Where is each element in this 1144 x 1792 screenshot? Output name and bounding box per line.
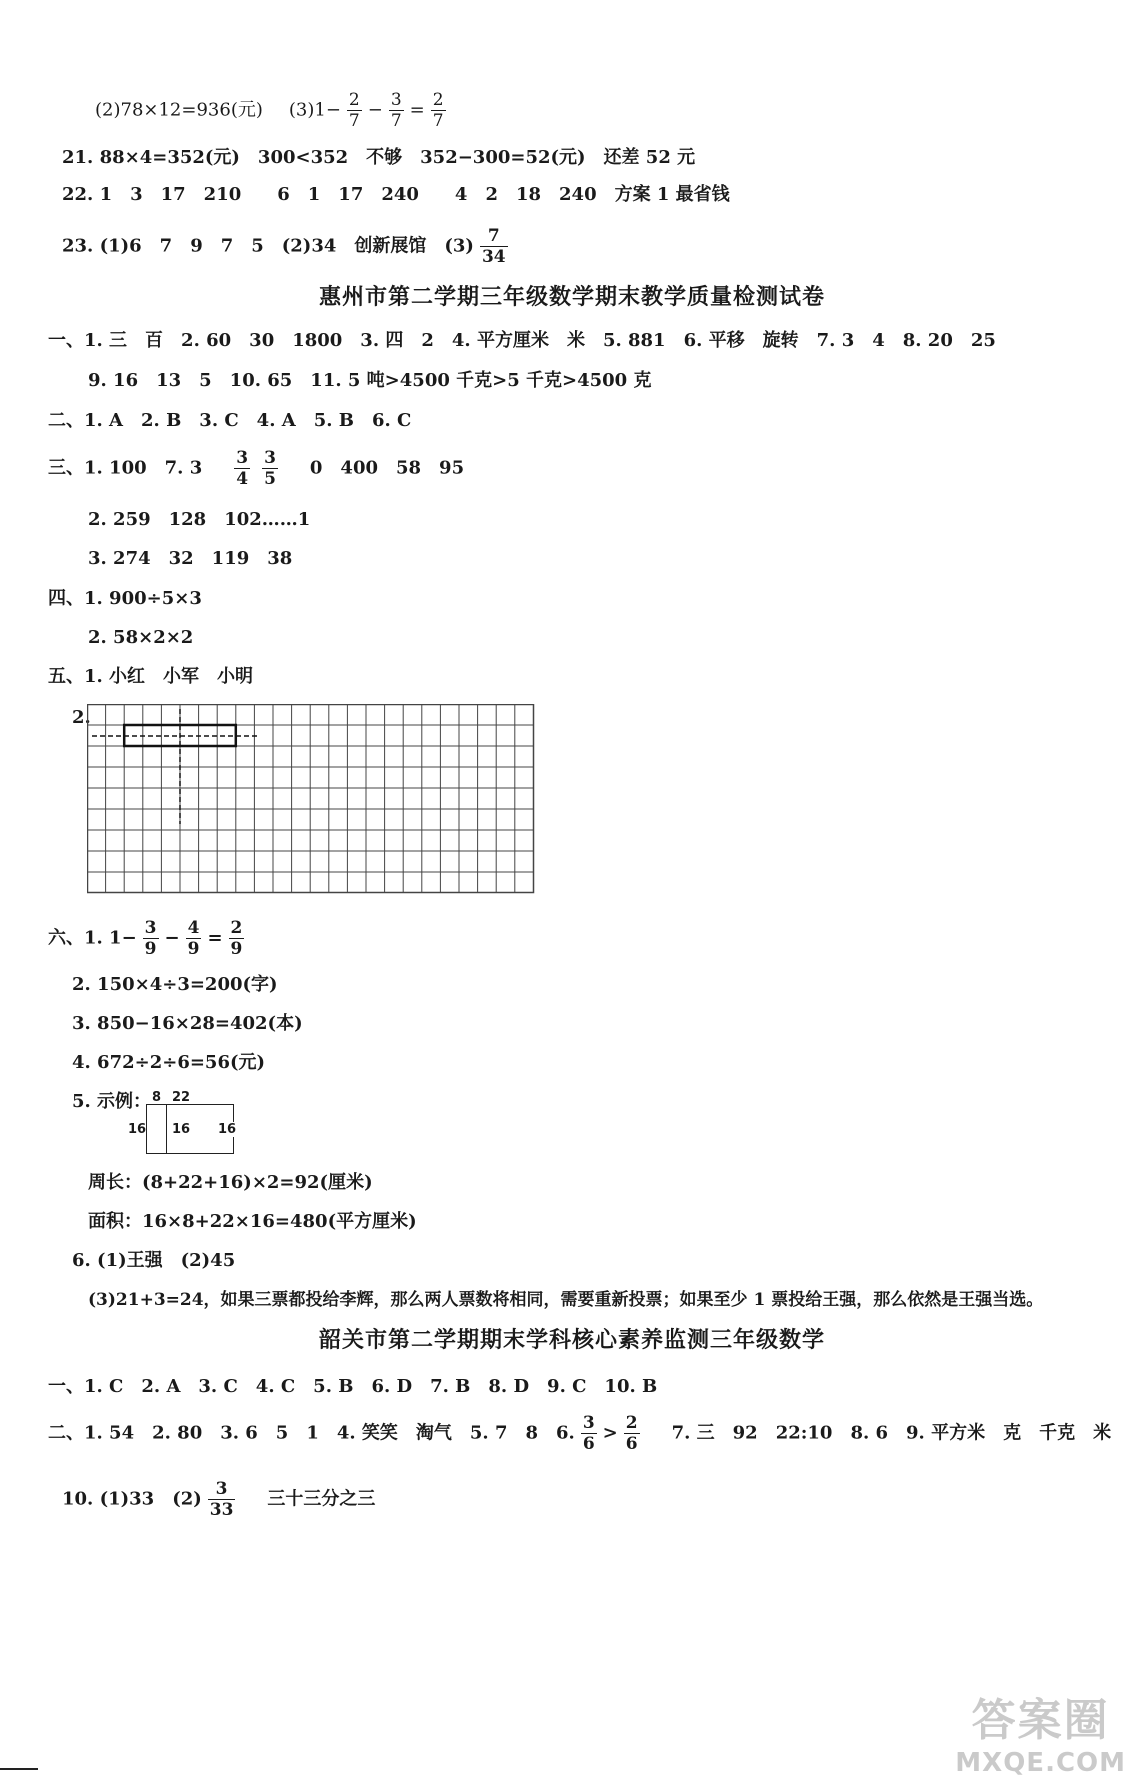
answer-line-prev-20: (2)78×12=936(元) (3)1− $\frac{2}{7}$ − $\frac{3}{7}$ = $\frac{2}{7}$ — [95, 90, 444, 131]
answer-line-22: 22. 1 3 17 210 6 1 17 240 4 2 18 240 方案 1 最省钱 — [62, 184, 730, 205]
huizhou-part4-line1: 四、1. 900÷5×3 — [48, 588, 202, 609]
fraction: $\frac{3}{5}$ — [264, 448, 276, 489]
fraction: $\frac{2}{7}$ — [432, 90, 444, 131]
huizhou-part1-line2: 9. 16 13 5 10. 65 11. 5 吨>4500 千克>5 千克>4500 克 — [88, 370, 652, 391]
huizhou-part1-line1: 一、1. 三 百 2. 60 30 1800 3. 四 2 4. 平方厘米 米 5. 881 6. 平移 旋转 7. 3 4 8. 20 25 — [48, 330, 996, 351]
huizhou-part6-line1: 六、1. 1− $\frac{3}{9}$ − $\frac{4}{9}$ = $\frac{2}{9}$ — [48, 918, 243, 959]
huizhou-part6-line2: 2. 150×4÷3=200(字) — [72, 974, 278, 995]
fraction: $\frac{4}{9}$ — [187, 918, 200, 959]
answer-line-21: 21. 88×4=352(元) 300<352 不够 352−300=52(元) 还差 52 元 — [62, 147, 696, 168]
huizhou-part6-line6: 6. (1)王强 (2)45 — [72, 1250, 236, 1271]
fraction: $\frac{2}{6}$ — [625, 1413, 638, 1454]
answer-line-23: 23. (1)6 7 9 7 5 (2)34 创新展馆 (3) $\frac{7}{34}$ — [62, 226, 506, 267]
huizhou-part3-line1: 三、1. 100 7. 3 $\frac{3}{4}$ $\frac{3}{5}$ 0 400 58 95 — [48, 448, 465, 489]
section-title-shaoguan: 韶关市第二学期期末学科核心素养监测三年级数学 — [318, 1328, 825, 1353]
watermark-logo: 答案圈 MXQE.COM — [955, 1695, 1126, 1778]
section-title-huizhou: 惠州市第二学期三年级数学期末教学质量检测试卷 — [318, 285, 825, 310]
huizhou-part6-line3: 3. 850−16×28=402(本) — [72, 1013, 303, 1034]
fraction: $\frac{2}{7}$ — [348, 90, 360, 131]
shaoguan-part2-line2: 10. (1)33 (2) $\frac{3}{33}$ 三十三分之三 — [62, 1479, 376, 1520]
huizhou-part6-perimeter: 周长：(8+22+16)×2=92(厘米) — [88, 1172, 373, 1193]
fraction: $\frac{7}{34}$ — [481, 226, 506, 267]
fraction: $\frac{2}{9}$ — [230, 918, 243, 959]
huizhou-part3-line3: 3. 274 32 119 38 — [88, 548, 293, 569]
huizhou-part5-line1: 五、1. 小红 小军 小明 — [48, 666, 254, 687]
shaoguan-part2-line1: 二、1. 54 2. 80 3. 6 5 1 4. 笑笑 淘气 5. 7 8 6. $\frac{3}{6}$ > $\frac{2}{6}$ 7. 三 92 22:10 8. 6 9. 平方米 克 千克 米 — [48, 1413, 1112, 1454]
fraction: $\frac{3}{7}$ — [390, 90, 402, 131]
huizhou-part6-line4: 4. 672÷2÷6=56(元) — [72, 1052, 266, 1073]
fraction: $\frac{3}{4}$ — [236, 448, 249, 489]
huizhou-part6-line5: 5. 示例： — [72, 1091, 152, 1112]
huizhou-part3-line2: 2. 259 128 102……1 — [88, 509, 311, 530]
huizhou-part5-line2-label: 2. — [72, 707, 91, 728]
rectangle-example-diagram: 8 22 16 16 16 — [124, 1090, 244, 1156]
fraction: $\frac{3}{9}$ — [144, 918, 157, 959]
huizhou-part6-area: 面积：16×8+22×16=480(平方厘米) — [88, 1211, 417, 1232]
fraction: $\frac{3}{6}$ — [582, 1413, 595, 1454]
fraction: $\frac{3}{33}$ — [209, 1479, 234, 1520]
page-corner-rule — [0, 1768, 38, 1770]
huizhou-part4-line2: 2. 58×2×2 — [88, 627, 194, 648]
huizhou-part6-line7: (3)21+3=24，如果三票都投给李辉，那么两人票数将相同，需要重新投票；如果至少 1 票投给王强，那么依然是王强当选。 — [88, 1290, 1044, 1310]
shaoguan-part1: 一、1. C 2. A 3. C 4. C 5. B 6. D 7. B 8. D 9. C 10. B — [48, 1376, 658, 1397]
grid-diagram — [87, 704, 535, 894]
huizhou-part2: 二、1. A 2. B 3. C 4. A 5. B 6. C — [48, 410, 412, 431]
